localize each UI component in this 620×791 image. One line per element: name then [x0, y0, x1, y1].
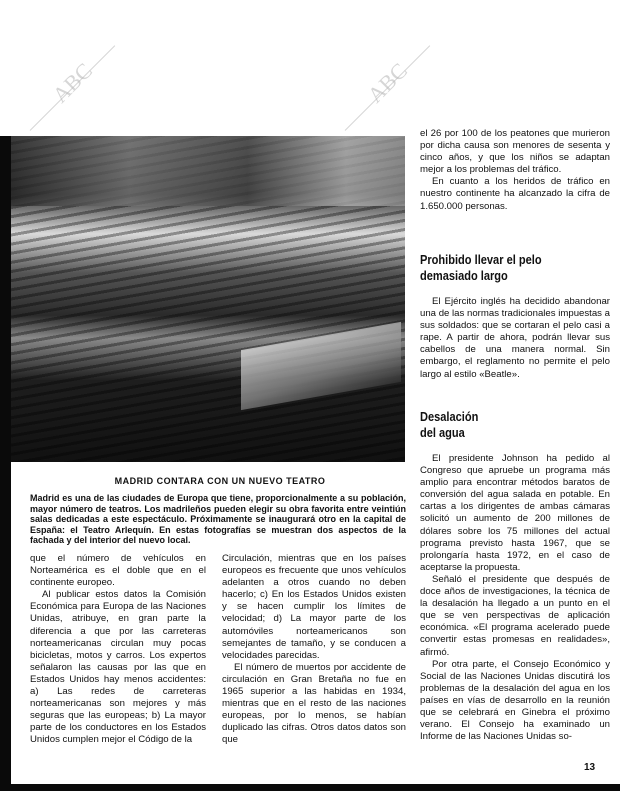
page-number: 13 — [584, 762, 596, 773]
photo-caption-title: MADRID CONTARA CON UN NUEVO TEATRO — [114, 476, 326, 486]
paragraph: Señaló el presidente que después de doce años de investigaciones, la técnica de la desalación ha llegado a un punto en el que se ven perspectivas de aplicación económica. «El programa acelerado puede convertir estas promesas en realidades», afirmó. — [420, 573, 610, 658]
headline-water: Desalación del agua — [420, 409, 479, 440]
paragraph: En cuanto a los heridos de tráfico en nuestro continente ha alcanzado la cifra de 1.650.000 personas. — [420, 176, 610, 212]
watermark: ABC — [362, 57, 413, 108]
paragraph: que el número de vehículos en Norteamérica es el doble que en el continente europeo. — [30, 553, 206, 589]
page-edge-bar — [0, 136, 11, 786]
photo-caption-body: Madrid es una de las ciudades de Europa que tiene, proporcionalmente a su población, mayor número de teatros. Los madrileños pueden elegir su obra favorita entre veintiún salas dedicadas a este espectáculo. Próximamente se inaugurará otro en la capital de España: el Teatro Arlequín. En estas fotografías se muestran dos aspectos de la fachada y del interior del nuevo local. — [30, 493, 406, 545]
photo-wall — [11, 136, 405, 206]
watermark: ABC — [47, 57, 98, 108]
paragraph: Por otra parte, el Consejo Económico y Social de las Naciones Unidas discutirá los problemas de la desalación del agua en los países en vías de desarrollo en la reunión que se celebrará en Ginebra el próximo verano. El Consejo ha examinado un Informe de las Naciones Unidas so- — [420, 658, 610, 743]
paragraph: El presidente Johnson ha pedido al Congreso que apruebe un programa más amplio para encontrar métodos baratos de conversión del agua salada en potable. En cartas a los dirigentes de ambas cámaras solicitó un aumento de 200 millones de dólares sobre los 75 millones del actual programa previsto hasta 1967, que se prolongaría hasta 1972, en el caso de aceptarse la propuesta. — [420, 453, 610, 573]
watermark-line — [30, 45, 116, 131]
paragraph: Circulación, mientras que en los países europeos es frecuente que unos vehículos adelanten a otros cuando no deben hacerlo; c) En los Estados Unidos existen y se hacen cumplir los límites de velocidad; d) La mayor parte de los automóviles norteamericanos son semejantes de tamaño, y se conducen a velocidades parecidas. — [222, 553, 406, 661]
paragraph: Al publicar estos datos la Comisión Económica para Europa de las Naciones Unidas, atribuye, en gran parte la diferencia a que por las carreteras norteamericanas circulan muy pocas bicicletas, motos y carros. Los expertos señalaron las causas por las que en Estados Unidos hay menos accidentes: a) Las redes de carreteras norteamericanas son mejores y más seguras que las europeas; b) La mayor parte de los conductores en los Estados Unidos cumplen mejor el Código de la — [30, 589, 206, 746]
theater-interior-photo — [11, 136, 405, 462]
page-bottom-bar — [0, 784, 620, 791]
paragraph: El Ejército inglés ha decidido abandonar una de las normas tradicionales impuestas a sus soldados: que se cortaran el pelo casi a rape. A partir de ahora, podrán llevar sus cabellos de una manera normal. Sin embargo, el reglamento no permite el pelo largo al estilo «Beatle». — [420, 296, 610, 380]
photo-balcony — [241, 322, 401, 410]
headline-hair: Prohibido llevar el pelo demasiado largo — [420, 252, 542, 283]
paragraph: El número de muertos por accidente de circulación en Gran Bretaña no fue en 1965 superior a las habidas en 1934, mientras que en el resto de las naciones europeas, por lo menos, se habían duplicado las cifras. Otros datos datos son que — [222, 661, 406, 746]
column-3-top — [420, 128, 610, 213]
article-water-body — [420, 453, 610, 743]
column-2 — [222, 553, 406, 747]
column-1 — [30, 553, 206, 747]
watermark-line — [345, 45, 431, 131]
article-hair-body — [420, 296, 610, 381]
paragraph: el 26 por 100 de los peatones que murieron por dicha causa son menores de sesenta y cinco años, y que los niños se adaptan mejor a los problemas del tráfico. — [420, 128, 610, 176]
